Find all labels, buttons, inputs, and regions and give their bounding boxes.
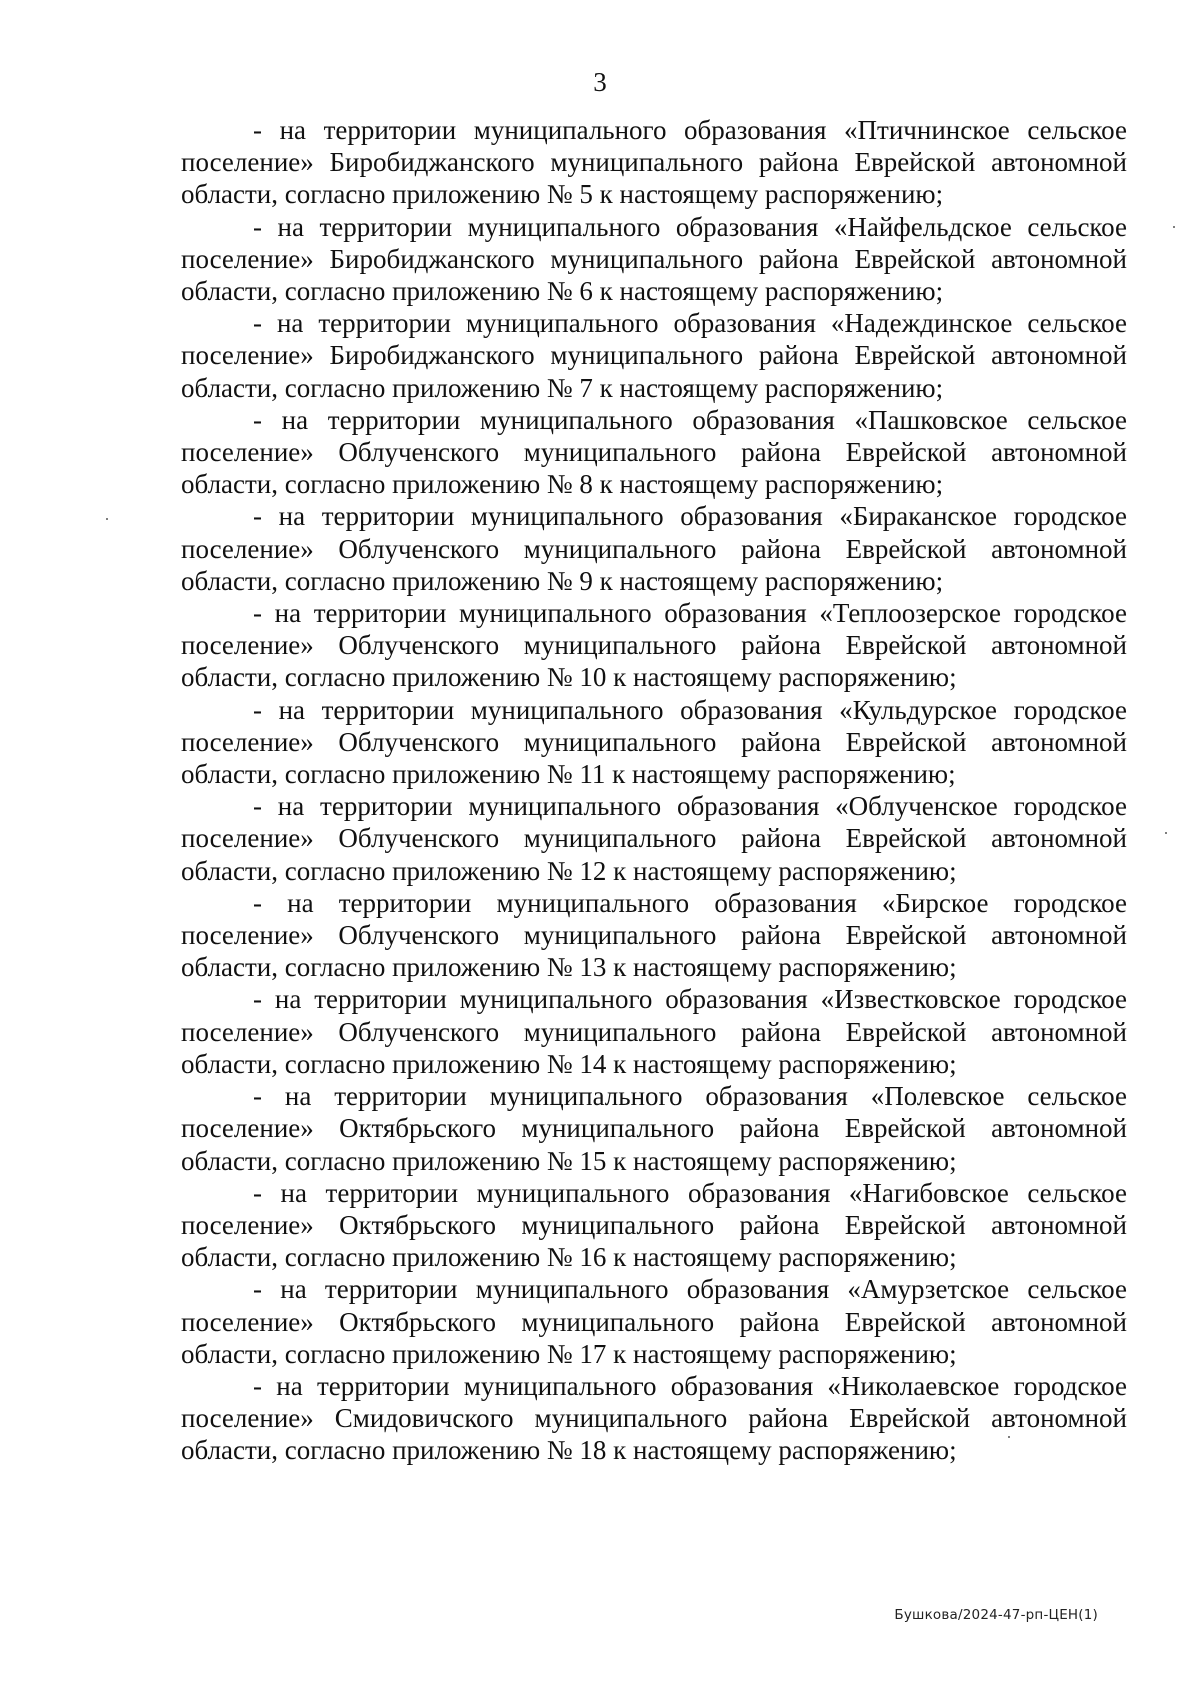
paragraph-appendix-7: - на территории муниципального образования «Надеждинское сельское поселение» Биробиджанского муниципального района Еврейской автономной области, согласно приложению № 7 к настоящему распоряжению; — [181, 308, 1127, 403]
scan-speck — [1008, 1436, 1010, 1438]
paragraph-appendix-17: - на территории муниципального образования «Амурзетское сельское поселение» Октябрьского муниципального района Еврейской автономной области, согласно приложению № 17 к настоящему распоряжению; — [181, 1274, 1127, 1369]
page-number: 3 — [593, 67, 607, 97]
paragraph-appendix-9: - на территории муниципального образования «Бираканское городское поселение» Облученского муниципального района Еврейской автономной области, согласно приложению № 9 к настоящему распоряжению; — [181, 501, 1127, 596]
scan-speck — [106, 518, 108, 520]
paragraph-appendix-16: - на территории муниципального образования «Нагибовское сельское поселение» Октябрьского муниципального района Еврейской автономной области, согласно приложению № 16 к настоящему распоряжению; — [181, 1177, 1127, 1273]
document-body — [181, 114, 1127, 1467]
paragraph-appendix-13: - на территории муниципального образования «Бирское городское поселение» Облученского муниципального района Еврейской автономной области, согласно приложению № 13 к настоящему распоряжению; — [181, 887, 1127, 983]
document-reference-code: Бушкова/2024-47-рп-ЦЕН(1) — [894, 1607, 1098, 1623]
paragraph-appendix-14: - на территории муниципального образования «Известковское городское поселение» Облученского муниципального района Еврейской автономной области, согласно приложению № 14 к настоящему распоряжению; — [181, 984, 1127, 1079]
paragraph-appendix-10: - на территории муниципального образования «Теплоозерское городское поселение» Облученского муниципального района Еврейской автономной области, согласно приложению № 10 к настоящему распоряжению; — [181, 598, 1127, 693]
paragraph-appendix-5: - на территории муниципального образования «Птичнинское сельское поселение» Биробиджанского муниципального района Еврейской автономной области, согласно приложению № 5 к настоящему распоряжению; — [181, 115, 1127, 210]
paragraph-appendix-6: - на территории муниципального образования «Найфельдское сельское поселение» Биробиджанского муниципального района Еврейской автономной области, согласно приложению № 6 к настоящему распоряжению; — [181, 211, 1127, 307]
paragraph-appendix-11: - на территории муниципального образования «Кульдурское городское поселение» Облученского муниципального района Еврейской автономной области, согласно приложению № 11 к настоящему распоряжению; — [181, 694, 1127, 790]
scan-speck — [1173, 226, 1175, 228]
paragraph-appendix-18: - на территории муниципального образования «Николаевское городское поселение» Смидовичского муниципального района Еврейской автономной области, согласно приложению № 18 к настоящему распоряжению; — [181, 1370, 1127, 1466]
paragraph-appendix-15: - на территории муниципального образования «Полевское сельское поселение» Октябрьского муниципального района Еврейской автономной области, согласно приложению № 15 к настоящему распоряжению; — [181, 1081, 1127, 1176]
paragraph-appendix-12: - на территории муниципального образования «Облученское городское поселение» Облученского муниципального района Еврейской автономной области, согласно приложению № 12 к настоящему распоряжению; — [181, 791, 1127, 886]
scan-speck — [1165, 832, 1167, 834]
paragraph-appendix-8: - на территории муниципального образования «Пашковское сельское поселение» Облученского муниципального района Еврейской автономной области, согласно приложению № 8 к настоящему распоряжению; — [181, 404, 1127, 500]
